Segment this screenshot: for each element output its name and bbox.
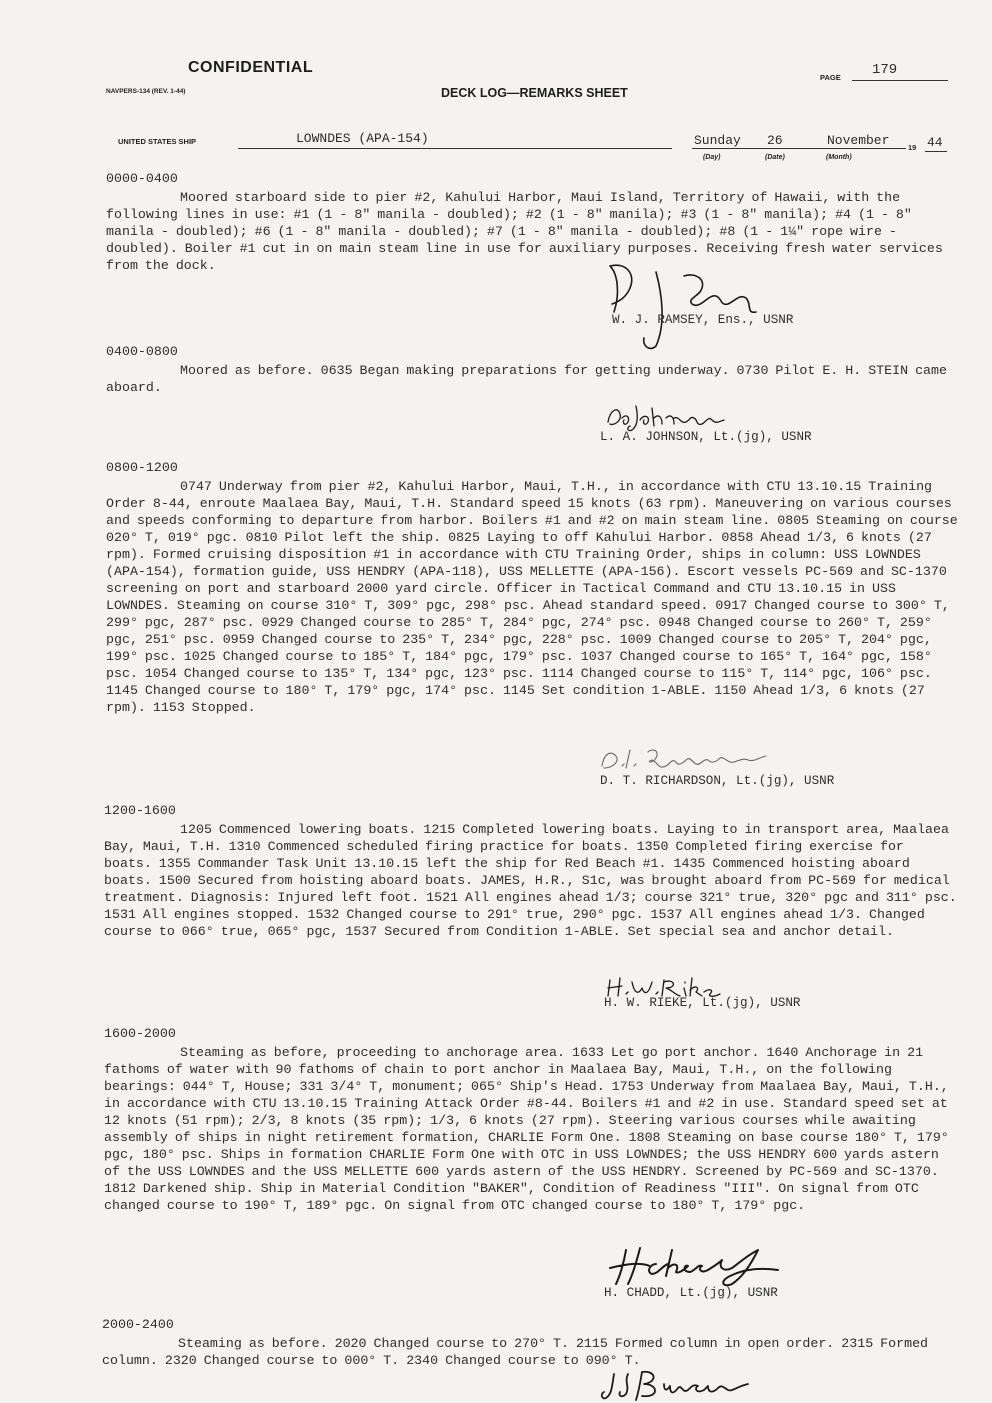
date-rule	[692, 148, 906, 149]
watch-remarks: Moored as before. 0635 Began making preparations for getting underway. 0730 Pilot E. H. STEIN came aboard.	[106, 363, 947, 395]
watch-remarks: 0747 Underway from pier #2, Kahului Harbor, Maui, T.H., in accordance with CTU 13.10.15 Training Order 8-44, enroute Maalaea Bay, Maui, T.H. Standard speed 15 knots (63 rpm). Maneuvering on various courses and speeds conforming to departure from harbor. Boilers #1 and #2 on main steam line. 0805 Steaming on course 020° T, 019° pgc. 0810 Pilot left the ship. 0825 Laying to off Kahului Harbor. 0858 Ahead 1/3, 6 knots (27 rpm). Formed cruising disposition #1 in accordance with CTU Training Order, ships in column: USS LOWNDES (APA-154), formation guide, USS HENDRY (APA-118), USS MELLETTE (APA-156). Escort vessels PC-569 and SC-1370 screening on port and starboard 2000 yard circle. Officer in Tactical Command and CTU 13.10.15 in USS LOWNDES. Steaming on course 310° T, 309° pgc, 298° psc. Ahead standard speed. 0917 Changed course to 300° T, 299° pgc, 287° psc. 0929 Changed course to 285° T, 284° pgc, 274° psc. 0948 Changed course to 260° T, 259° pgc, 251° psc. 0959 Changed course to 235° T, 234° pgc, 228° psc. 1009 Changed course to 205° T, 204° pgc, 199° psc. 1025 Changed course to 185° T, 184° pgc, 179° psc. 1037 Changed course to 165° T, 164° pgc, 158° psc. 1054 Changed course to 135° T, 134° pgc, 123° psc. 1114 Changed course to 115° T, 114° pgc, 106° psc. 1145 Changed course to 180° T, 179° pgc, 174° psc. 1145 Set condition 1-ABLE. 1150 Ahead 1/3, 6 knots (27 rpm). 1153 Stopped.	[106, 479, 958, 715]
log-month: November	[827, 133, 890, 148]
sheet-title: DECK LOG—REMARKS SHEET	[441, 86, 628, 100]
watch-period: 0800-1200	[106, 460, 178, 475]
page-number: 179	[872, 62, 898, 78]
page-label: PAGE	[820, 73, 841, 82]
ship-name-rule	[238, 148, 672, 149]
watch-period: 1600-2000	[104, 1026, 176, 1041]
signature-name: D. T. RICHARDSON, Lt.(jg), USNR	[600, 774, 835, 788]
ship-label: UNITED STATES SHIP	[118, 137, 197, 146]
day-caption: (Day)	[703, 154, 721, 161]
watch-period: 0400-0800	[106, 344, 178, 359]
watch-entry-0400	[106, 343, 958, 396]
signature-chadd	[606, 1242, 796, 1292]
watch-entry-2000	[102, 1316, 962, 1369]
year-prefix: 19	[908, 143, 917, 152]
watch-entry-1200	[104, 802, 958, 940]
page-number-rule	[852, 80, 948, 81]
year-rule	[925, 151, 947, 152]
signature-name: L. A. JOHNSON, Lt.(jg), USNR	[600, 430, 812, 444]
signature-name: H. CHADD, Lt.(jg), USNR	[604, 1286, 778, 1300]
ship-name: LOWNDES (APA-154)	[296, 131, 429, 146]
signature-name: H. W. RIEKE, Lt.(jg), USNR	[604, 996, 801, 1010]
watch-period: 0000-0400	[106, 171, 178, 186]
watch-remarks: Moored starboard side to pier #2, Kahului Harbor, Maui Island, Territory of Hawaii, with the following lines in use: #1 (1 - 8" manila - doubled); #2 (1 - 8" manila); #3 (1 - 8" manila); #4 (1 - 8" manila - doubled); #6 (1 - 8" manila - doubled); #7 (1 - 8" manila - doubled); #8 (1 - 1¼" rope wire - doubled). Boiler #1 cut in on main steam line in use for auxiliary purposes. Receiving fresh water services from the dock.	[106, 190, 943, 273]
watch-period: 1200-1600	[104, 803, 176, 818]
date-caption: (Date)	[765, 154, 785, 161]
signature-johnson	[600, 400, 760, 434]
watch-period: 2000-2400	[102, 1317, 174, 1332]
signature-name: W. J. RAMSEY, Ens., USNR	[612, 313, 794, 327]
signature-ramsey	[596, 254, 796, 354]
watch-remarks: 1205 Commenced lowering boats. 1215 Completed lowering boats. Laying to in transport area, Maalaea Bay, Maui, T.H. 1310 Commenced scheduled firing practice for boats. 1350 Completed firing exercise for boats. 1355 Commander Task Unit 13.10.15 left the ship for Red Beach #1. 1435 Commenced hoisting aboard boats. 1500 Secured from hoisting aboard boats. JAMES, H.R., S1c, was brought aboard from PC-569 for medical treatment. Diagnosis: Injured left foot. 1521 All engines ahead 1/3; course 321° true, 320° pgc and 311° psc. 1531 All engines stopped. 1532 Changed course to 291° true, 290° pgc. 1537 All engines ahead 1/3. Changed course to 066° true, 065° pgc, 1537 Secured from Condition 1-ABLE. Set special sea and anchor detail.	[104, 822, 957, 939]
month-caption: (Month)	[826, 154, 852, 161]
watch-entry-0800	[106, 459, 958, 716]
classification-stamp: CONFIDENTIAL	[188, 59, 314, 76]
signature-richardson	[596, 744, 796, 774]
watch-remarks: Steaming as before. 2020 Changed course to 270° T. 2115 Formed column in open order. 2315 Formed column. 2320 Changed course to 000° T. 2340 Changed course to 090° T.	[102, 1336, 929, 1368]
watch-entry-1600	[104, 1025, 960, 1214]
signature-bryan	[598, 1368, 778, 1403]
log-day: Sunday	[694, 133, 741, 148]
watch-entry-0000	[106, 170, 958, 274]
log-year: 44	[927, 135, 943, 150]
watch-remarks: Steaming as before, proceeding to anchorage area. 1633 Let go port anchor. 1640 Anchorage in 21 fathoms of water with 90 fathoms of chain to port anchor in Maalaea Bay, Maui, T.H., on the following bearings: 044° T, House; 331 3/4° T, monument; 065° Ship's Head. 1753 Underway from Maalaea Bay, Maui, T.H., in accordance with CTU 13.10.15 Training Attack Order #8-44. Boilers #1 and #2 in use. Standard speed set at 12 knots (51 rpm); 2/3, 8 knots (35 rpm); 1/3, 6 knots (27 rpm). Steering various courses while awaiting assembly of ships in night retirement formation, CHARLIE Form One. 1808 Steaming on base course 180° T, 179° pgc, 180° psc. Ships in formation CHARLIE Form One with OTC in USS LOWNDES; the USS HENDRY 600 yards astern of the USS LOWNDES and the USS MELLETTE 600 yards astern of the USS HENDRY. Screened by PC-569 and SC-1370. 1812 Darkened ship. Ship in Material Condition "BAKER", Condition of Readiness "III". On signal from OTC changed course to 190° T, 189° pgc. On signal from OTC changed course to 180° T, 179° pgc.	[104, 1045, 949, 1213]
form-number: NAVPERS-134 (REV. 1-44)	[106, 88, 186, 95]
log-date: 26	[767, 133, 783, 148]
